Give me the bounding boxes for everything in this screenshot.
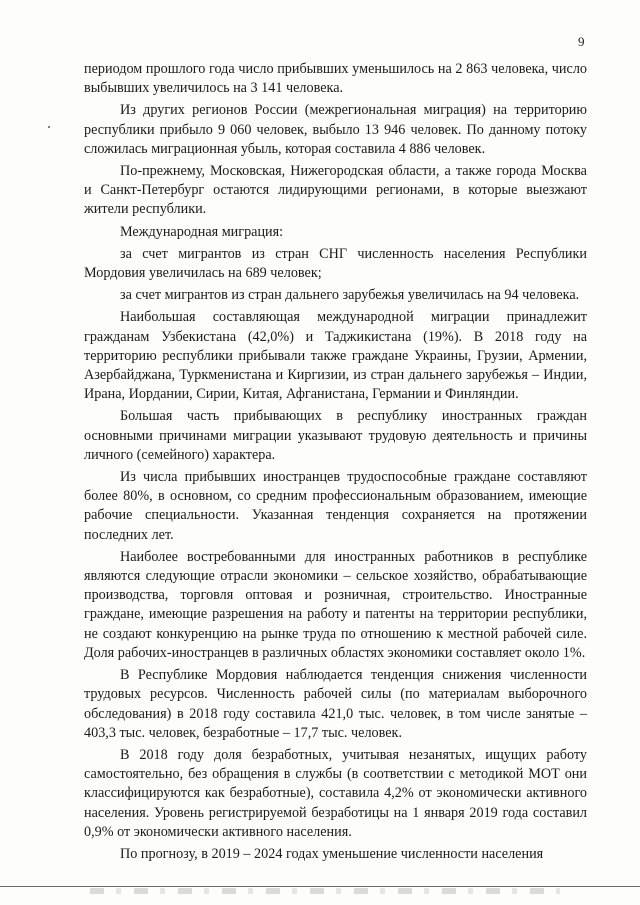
paragraph-11: В Республике Мордовия наблюдается тенденция снижения численности трудовых ресурсов. Численность рабочей силы (по материалам выборочного обследования) в 2018 году составила 421,0 тыс. человек, в том числе занятые – 403,3 тыс. человек, безработные – 17,7 тыс. человек. [84, 667, 587, 741]
scan-edge-noise [90, 888, 560, 894]
paragraph-12: В 2018 году доля безработных, учитывая незанятых, ищущих работу самостоятельно, без обращения в службы (в соответствии с методикой МОТ они классифицируются как безработные), составила 4,2% от экономически активного населения. Уровень регистрируемой безработицы на 1 января 2019 года составил 0,9% от экономически активного населения. [84, 746, 587, 840]
paragraph-3: По-прежнему, Московская, Нижегородская области, а также города Москва и Санкт-Петербург остаются лидирующими регионами, в которые выезжают жители республики. [84, 163, 587, 218]
paragraph-5: за счет мигрантов из стран СНГ численность населения Республики Мордовия увеличилась на 689 человек; [84, 245, 587, 282]
paragraph-2: Из других регионов России (межрегиональная миграция) на территорию республики прибыло 9 060 человек, выбыло 13 946 человек. По данному потоку сложилась миграционная убыль, которая составила 4 886 человек. [84, 102, 587, 157]
paragraph-4: Международная миграция: [120, 223, 284, 240]
paragraph-8: Большая часть прибывающих в республику иностранных граждан основными причинами миграции указывают трудовую деятельность и причины личного (семейного) характера. [84, 408, 587, 463]
document-body [84, 60, 587, 867]
paragraph-6: за счет мигрантов из стран дальнего зарубежья увеличилась на 94 человека. [120, 287, 580, 304]
paragraph-7: Наибольшая составляющая международной миграции принадлежит гражданам Узбекистана (42,0%) и Таджикистана (19%). В 2018 году на территорию республики прибывали также граждане Украины, Грузии, Армении, Азербайджана, Туркменистана и Киргизии, из стран дальнего зарубежья – Индии, Ирана, Иордании, Сирии, Китая, Афганистана, Германии и Финляндии. [84, 309, 587, 403]
page-number: 9 [578, 34, 585, 49]
paragraph-13: По прогнозу, в 2019 – 2024 годах уменьшение численности населения [120, 845, 544, 862]
scan-edge-line [0, 886, 640, 887]
paragraph-1: периодом прошлого года число прибывших уменьшилось на 2 863 человека, число выбывших увеличилось на 3 141 человека. [84, 61, 587, 97]
paragraph-10: Наиболее востребованными для иностранных работников в республике являются следующие отрасли экономики – сельское хозяйство, обрабатывающие производства, торговля оптовая и розничная, строительство. Иностранные граждане, имеющие разрешения на работу и патенты на территории республики, не создают конкуренцию на рынке труда по отношению к местной рабочей силе. Доля рабочих-иностранцев в различных областях экономики составляет около 1%. [84, 548, 587, 661]
scan-speck [48, 126, 50, 128]
paragraph-9: Из числа прибывших иностранцев трудоспособные граждане составляют более 80%, в основном, со средним профессиональным образованием, имеющие рабочие специальности. Указанная тенденция сохраняется на протяжении последних лет. [84, 469, 587, 543]
